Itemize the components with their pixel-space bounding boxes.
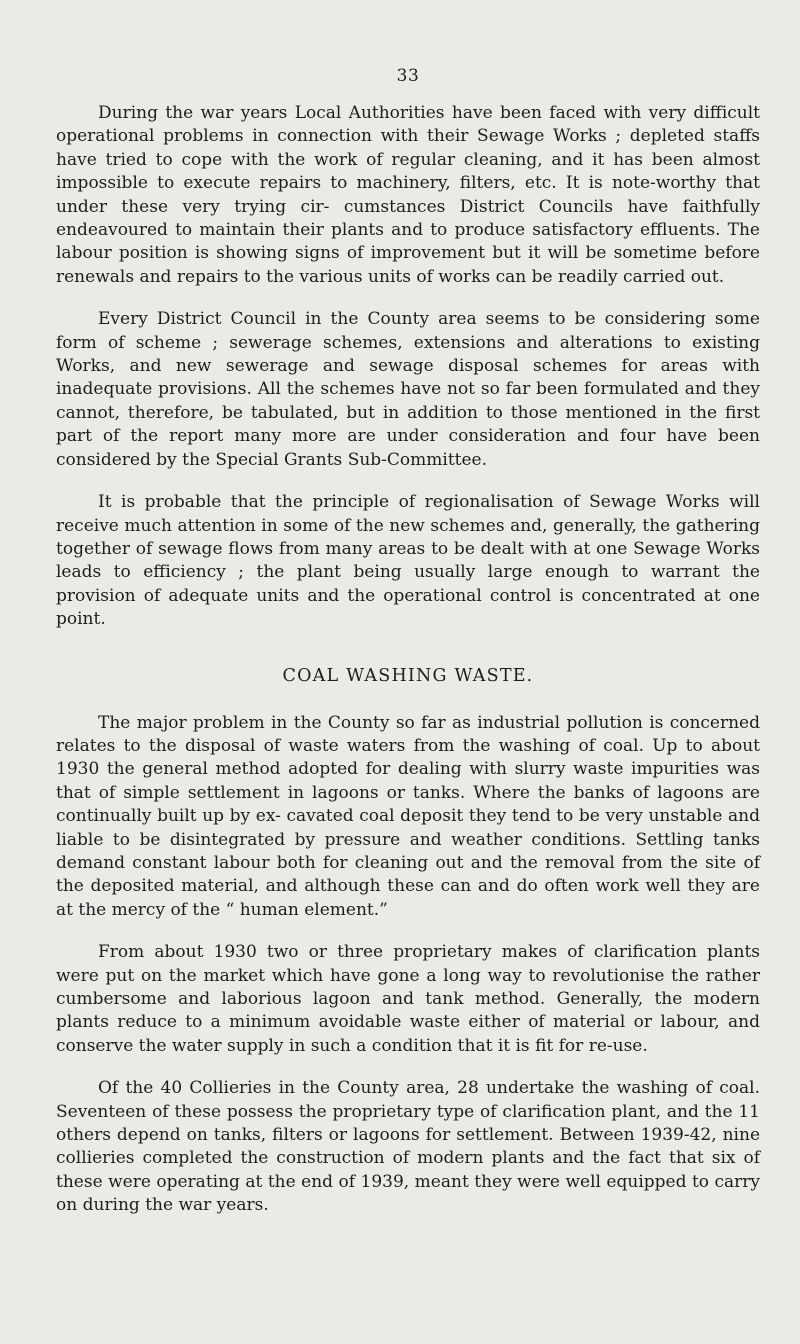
paragraph-collieries: Of the 40 Collieries in the County area, 28 undertake the washing of coal. Seventeen of these possess the proprietary type of clarification plant, and the 11 others depend on tanks, filters or lagoons for settlement. Between 1939-42, nine collieries completed the construction of modern plants and the fact that six of these were operating at the end of 1939, meant they were well equipped to carry on during the war years. [56,1078,760,1216]
paragraph-war-years: During the war years Local Authorities have been faced with very difficult operational problems in connection with their Sewage Works ; depleted staffs have tried to cope with the work of regular cleaning, and it has been almost impossible to execute repairs to machinery, filters, etc. It is note-worthy that under these very trying cir- cumstances District Councils have faithfully endeavoured to maintain their plants and to produce satisfactory effluents. The labour position is showing signs of improvement but it will be sometime before renewals and repairs to the various units of works can be readily carried out. [56,103,760,287]
section-heading: COAL WASHING WASTE. [282,665,534,686]
paragraph-major-problem: The major problem in the County so far as industrial pollution is concerned relates to the disposal of waste waters from the washing of coal. Up to about 1930 the general method adopted for dealing with slurry waste impurities was that of simple settlement in lagoons or tanks. Where the banks of lagoons are continually built up by ex- cavated coal deposit they tend to be very unstable and liable to be disintegrated by pressure and weather conditions. Settling tanks demand constant labour both for cleaning out and the removal from the site of the deposited material, and although these can and do often work well they are at the mercy of the “ human element.” [56,712,760,920]
paragraph-district-councils: Every District Council in the County area seems to be considering some form of scheme ; sewerage schemes, extensions and alterations to existing Works, and new sewerage and sewage disposal schemes for areas with inadequate provisions. All the schemes have not so far been formulated and they cannot, therefore, be tabulated, but in addition to those mentioned in the first part of the report many more are under consideration and four have been considered by the Special Grants Sub-Committee. [56,309,760,470]
page-number: 33 [396,66,420,86]
paragraph-regionalisation: It is probable that the principle of regionalisation of Sewage Works will receive much attention in some of the new schemes and, generally, the gathering together of sewage flows from many areas to be dealt with at one Sewage Works leads to efficiency ; the plant being usually large enough to warrant the provision of adequate units and the operational control is concentrated at one point. [56,492,760,630]
paragraph-clarification-plants: From about 1930 two or three proprietary makes of clarification plants were put on the market which have gone a long way to revolutionise the rather cumbersome and laborious lagoon and tank method. Generally, the modern plants reduce to a minimum avoidable waste either of material or labour, and conserve the water supply in such a condition that it is fit for re-use. [56,942,760,1056]
